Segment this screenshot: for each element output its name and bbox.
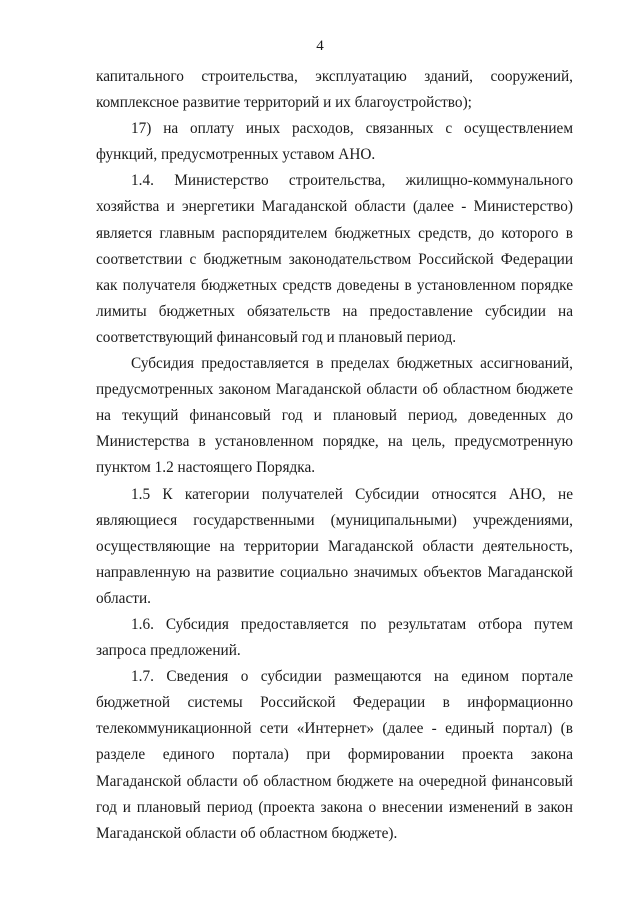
page-number: 4: [316, 38, 324, 54]
paragraph-5: 1.5 К категории получателей Субсидии относятся АНО, не являющиеся государственными (муниципальными) учреждениями, осуществляющие на территории Магаданской области деятельность, направленную на развитие социально значимых объектов Магаданской области.: [96, 485, 573, 607]
paragraph-6: 1.6. Субсидия предоставляется по результатам отбора путем запроса предложений.: [96, 615, 573, 660]
paragraph-3: 1.4. Министерство строительства, жилищно-коммунального хозяйства и энергетики Магаданской области (далее - Министерство) является главным распорядителем бюджетных средств, до которого в соответствии с бюджетным законодательством Российской Федерации как получателя бюджетных средств доведены в установленном порядке лимиты бюджетных обязательств на предоставление субсидии на соответствующий финансовый год и плановый период.: [96, 172, 573, 346]
paragraph-4: Субсидия предоставляется в пределах бюджетных ассигнований, предусмотренных законом Магаданской области об областном бюджете на текущий финансовый год и плановый период, доведенных до Министерства в установленном порядке, на цель, предусмотренную пунктом 1.2 настоящего Порядка.: [96, 355, 573, 477]
paragraph-2: 17) на оплату иных расходов, связанных с осуществлением функций, предусмотренных уставом АНО.: [96, 120, 573, 164]
paragraph-1: капитального строительства, эксплуатацию зданий, сооружений, комплексное развитие территорий и их благоустройство);: [96, 68, 573, 112]
body-text: [96, 64, 573, 847]
paragraph-7: 1.7. Сведения о субсидии размещаются на едином портале бюджетной системы Российской Федерации в информационно телекоммуникационной сети «Интернет» (далее - единый портал) (в разделе единого портала) при формировании проекта закона Магаданской области об областном бюджете на очередной финансовый год и плановый период (проекта закона о внесении изменений в закон Магаданской области об областном бюджете).: [96, 668, 573, 842]
